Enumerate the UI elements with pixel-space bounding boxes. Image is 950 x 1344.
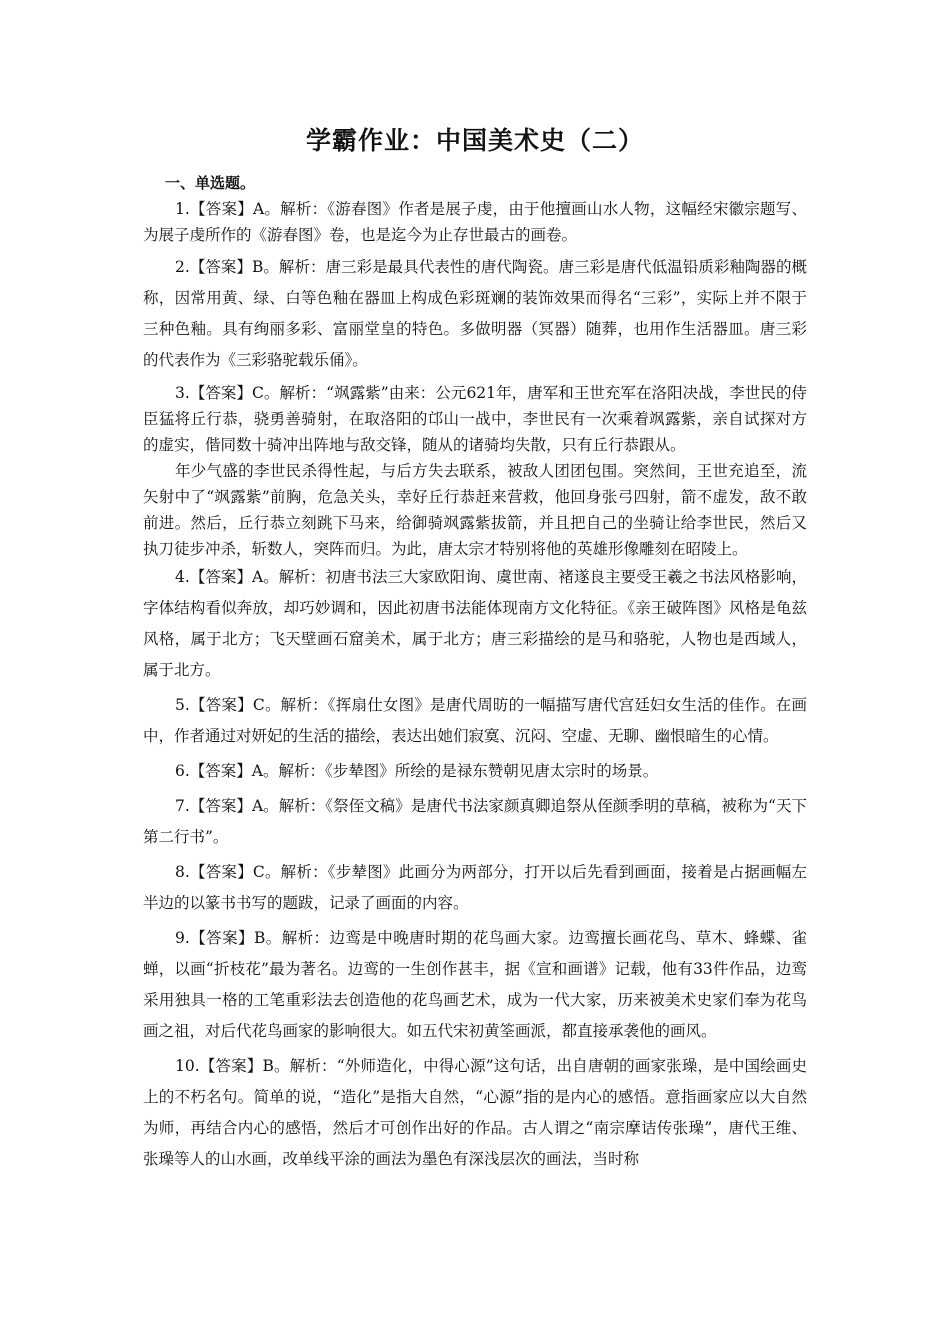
answer-6: 6.【答案】A。解析：《步辇图》所绘的是禄东赞朝见唐太宗时的场景。 (175, 762, 659, 780)
answer-8: 8.【答案】C。解析：《步辇图》此画分为两部分，打开以后先看到画面，接着是占据画幅左半边的以篆书书写的题跋，记录了画面的内容。 (143, 863, 807, 912)
document-page (143, 118, 807, 1175)
answer-10: 10.【答案】B。解析：“外师造化，中得心源”这句话，出自唐朝的画家张璪，是中国绘画史上的不朽名句。简单的说，“造化”是指大自然，“心源”指的是内心的感悟。意指画家应以大自然为师，再结合内心的感悟，然后才可创作出好的作品。古人谓之“南宗摩诘传张璪”，唐代王维、张璪等人的山水画，改单线平涂的画法为墨色有深浅层次的画法，当时称 (143, 1057, 807, 1168)
document-title: 学霸作业：中国美术史（二） (305, 126, 644, 155)
answer-5: 5.【答案】C。解析：《挥扇仕女图》是唐代周昉的一幅描写唐代宫廷妇女生活的佳作。在画中，作者通过对妍妃的生活的描绘，表达出她们寂寞、沉闷、空虚、无聊、幽恨暗生的心情。 (143, 696, 807, 745)
answer-1: 1.【答案】A。解析：《游春图》作者是展子虔，由于他擅画山水人物，这幅经宋徽宗题写、为展子虔所作的《游春图》卷，也是迄今为止存世最古的画卷。 (143, 200, 807, 244)
answer-2: 2.【答案】B。解析：唐三彩是最具代表性的唐代陶瓷。唐三彩是唐代低温铅质彩釉陶器的概称，因常用黄、绿、白等色釉在器皿上构成色彩斑斓的装饰效果而得名“三彩”，实际上并不限于三种色釉。具有绚丽多彩、富丽堂皇的特色。多做明器（冥器）随葬，也用作生活器皿。唐三彩的代表作为《三彩骆驼载乐俑》。 (143, 258, 807, 369)
answer-3-continued: 年少气盛的李世民杀得性起，与后方失去联系，被敌人团团包围。突然间，王世充追至，流矢射中了“飒露紫”前胸，危急关头，幸好丘行恭赶来营救，他回身张弓四射，箭不虚发，敌不敢前进。然后，丘行恭立刻跳下马来，给御骑飒露紫拔箭，并且把自己的坐骑让给李世民，然后又执刀徒步冲杀，斩数人，突阵而归。为此，唐太宗才特别将他的英雄形像雕刻在昭陵上。 (143, 462, 807, 558)
answer-9: 9.【答案】B。解析：边鸾是中晚唐时期的花鸟画大家。边鸾擅长画花鸟、草木、蜂蝶、雀蝉，以画“折枝花”最为著名。边鸾的一生创作甚丰，据《宣和画谱》记载，他有33件作品，边鸾采用独具一格的工笔重彩法去创造他的花鸟画艺术，成为一代大家，历来被美术史家们奉为花鸟画之祖，对后代花鸟画家的影响很大。如五代宋初黄筌画派，都直接承袭他的画风。 (143, 929, 807, 1040)
answer-7: 7.【答案】A。解析：《祭侄文稿》是唐代书法家颜真卿追祭从侄颜季明的草稿，被称为“天下第二行书”。 (143, 797, 807, 846)
answer-4: 4.【答案】A。解析：初唐书法三大家欧阳询、虞世南、褚遂良主要受王羲之书法风格影响，字体结构看似奔放，却巧妙调和，因此初唐书法能体现南方文化特征。《亲王破阵图》风格是龟兹风格，属于北方；飞天壁画石窟美术，属于北方；唐三彩描绘的是马和骆驼，人物也是西域人，属于北方。 (143, 568, 807, 679)
answer-3: 3.【答案】C。解析：“飒露紫”由来：公元621年，唐军和王世充军在洛阳决战，李世民的侍臣猛将丘行恭，骁勇善骑射，在取洛阳的邙山一战中，李世民有一次乘着飒露紫，亲自试探对方的虚实，偕同数十骑冲出阵地与敌交锋，随从的诸骑均失散，只有丘行恭跟从。 (143, 384, 807, 454)
section-heading: 一、单选题。 (165, 174, 256, 192)
